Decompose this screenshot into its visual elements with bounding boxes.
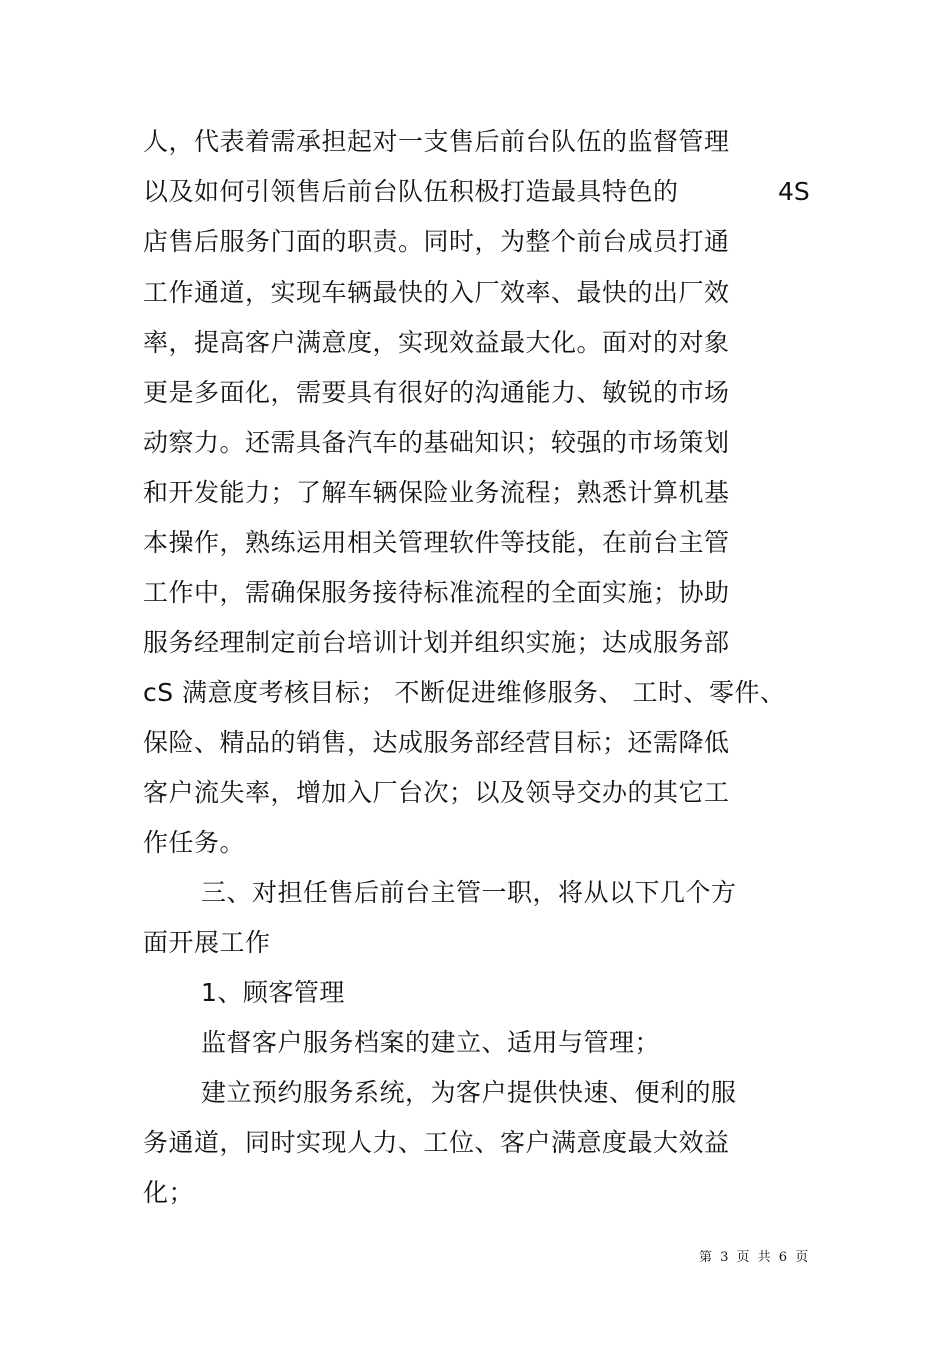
body-line-10: 工作中，需确保服务接待标准流程的全面实施；协助 <box>143 578 730 607</box>
body-line-2-tail: 4S <box>778 177 810 206</box>
body-line-3: 店售后服务门面的职责。同时，为整个前台成员打通 <box>143 227 730 256</box>
body-line-12: cS 满意度考核目标； 不断促进维修服务、 工时、零件、 <box>143 678 786 707</box>
body-line-20: 建立预约服务系统，为客户提供快速、便利的服 <box>201 1078 737 1107</box>
body-line-15: 作任务。 <box>143 828 246 857</box>
body-line-8: 和开发能力；了解车辆保险业务流程；熟悉计算机基 <box>143 478 730 507</box>
body-line-2: 以及如何引领售后前台队伍积极打造最具特色的 <box>143 177 679 206</box>
body-line-1: 人，代表着需承担起对一支售后前台队伍的监督管理 <box>143 127 730 156</box>
body-line-4: 工作通道，实现车辆最快的入厂效率、最快的出厂效 <box>143 278 730 307</box>
section-heading-line-1: 三、对担任售后前台主管一职，将从以下几个方 <box>201 878 737 907</box>
body-line-5: 率，提高客户满意度，实现效益最大化。面对的对象 <box>143 328 730 357</box>
body-line-19: 监督客户服务档案的建立、适用与管理； <box>201 1028 661 1057</box>
subsection-heading: 1、顾客管理 <box>201 978 345 1007</box>
body-line-11: 服务经理制定前台培训计划并组织实施；达成服务部 <box>143 628 730 657</box>
page-number-footer: 第 3 页 共 6 页 <box>699 1250 811 1265</box>
body-line-6: 更是多面化，需要具有很好的沟通能力、敏锐的市场 <box>143 378 730 407</box>
body-line-14: 客户流失率，增加入厂台次；以及领导交办的其它工 <box>143 778 730 807</box>
body-line-22: 化； <box>143 1178 195 1207</box>
body-line-9: 本操作，熟练运用相关管理软件等技能，在前台主管 <box>143 528 730 557</box>
body-line-7: 动察力。还需具备汽车的基础知识；较强的市场策划 <box>143 428 730 457</box>
section-heading-line-2: 面开展工作 <box>143 928 271 957</box>
body-line-13: 保险、精品的销售，达成服务部经营目标；还需降低 <box>143 728 730 757</box>
body-line-21: 务通道，同时实现人力、工位、客户满意度最大效益 <box>143 1128 730 1157</box>
